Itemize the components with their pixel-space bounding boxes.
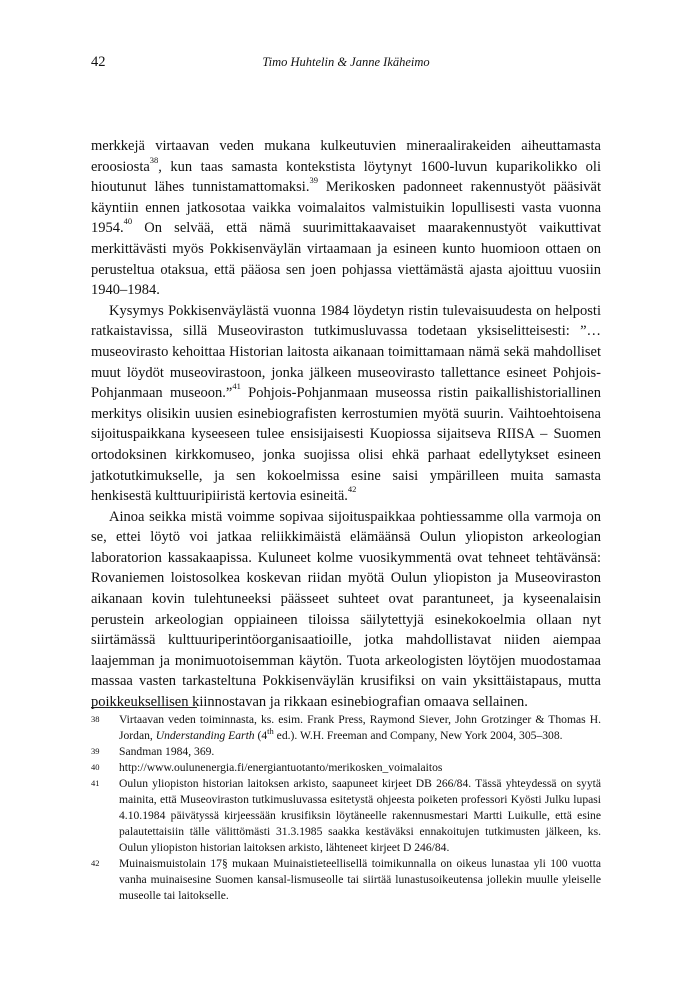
footnote-text — [119, 745, 214, 758]
footnote-ref: th — [267, 726, 274, 736]
text-run: Ainoa seikka mistä voimme sopivaa sijoituspaikkaa pohtiessamme olla varmoja on se, ettei löytö voi jatkaa reliikkimäistä elämäänsä Oulun yliopiston arkeologian laboratorion kassakaapissa. Kuluneet kolme vuosikymmentä ovat tehneet tehtävänsä: Rovaniemen loistosolkea koskevan riidan myötä Oulun yliopiston ja Museoviraston aikanaan kovin tulehtuneeksi päässeet suhteet ovat parantuneet, ja kyseenalaisin perustein arkeologian oppiaineen tiloissa säilytettyjä esinekokoelmia ollaan nyt siirtämässä kulttuuriperintöorganisaatioille, jotka mahdollistavat niiden aiempaa laajemman ja monimuotoisemman käytön. Tuota arkeologisten löytöjen muodostamaa massaa vasten tarkasteltuna Pokkisenväylän krusifiksi on vain yksittäistapaus, mutta poikkeuksellisen kiinnostavan ja rikkaan esinebiografian omaava sellainen. — [91, 508, 601, 711]
text-run: Muinaismuistolain 17§ mukaan Muinaistieteellisellä toimikunnalla on oikeus lunastaa yli 100 vuotta vanha muinaisesine Suomen kansal-lismuseolle tai siirtää lunastusoikeutensa jollekin muulle yleiselle museolle tai laitokselle. — [119, 857, 601, 902]
italic-title: Understanding Earth — [155, 729, 255, 742]
text-run: ed.). W.H. Freeman and Company, New York 2004, 305–308. — [273, 729, 563, 742]
page-header — [91, 54, 601, 74]
footnote-ref: 39 — [309, 175, 318, 186]
footnotes — [91, 712, 601, 904]
text-run: Pohjois-Pohjanmaan museossa ristin paikallishistoriallinen merkitys olisikin uusien esinebiografisten kerrostumien myötä suurin. Vaihtoehtoisena sijoituspaikkana kyseeseen tulee ensisijaisesti Kuopiossa sijaitseva RIISA – Suomen ortodoksinen kirkkomuseo, jonka suojissa olisi ehkä parhaat edellytykset esineen jatkotutkimukselle, ja sen kokoelmissa esine saisi ympärilleen muita samasta henkisestä kulttuuripiiristä kertovia esineitä. — [91, 385, 601, 505]
footnote — [91, 760, 601, 776]
footnote-separator — [91, 707, 197, 708]
text-run: Sandman 1984, 369. — [119, 745, 215, 758]
text-run: , kun taas samasta kontekstista löytynyt 1600-luvun kuparikolikko oli hioutunut lähes tunnistamattomaksi. — [91, 158, 601, 196]
footnote-text — [119, 777, 601, 854]
footnote-number: 41 — [91, 778, 100, 788]
page-number: 42 — [91, 54, 106, 70]
footnote — [91, 776, 601, 856]
footnote — [91, 744, 601, 760]
footnote-number: 42 — [91, 858, 100, 868]
text-run: On selvää, että nämä suurimittakaavaiset maarakennustyöt vaikuttivat merkittävästi myös Pokkisenväylän virtaamaan ja esineen kunto huomioon ottaen on perusteltua otaksua, että pääosa sen joen pohjassa viettämästä ajasta ajoittuu vuosiin 1940–1984. — [91, 220, 601, 299]
text-run: merkkejä virtaavan veden mukana kulkeutuvien mineraalirakeiden aiheuttamasta eroosiosta — [91, 138, 601, 175]
running-head: Timo Huhtelin & Janne Ikäheimo — [262, 55, 430, 69]
footnote-ref: 38 — [149, 154, 159, 165]
footnote-ref: 41 — [232, 381, 241, 392]
footnote — [91, 712, 601, 744]
text-run: Virtaavan veden toiminnasta, ks. esim. Frank Press, Raymond Siever, John Grotzinger & Thomas H. Jordan, — [119, 713, 601, 742]
footnote — [91, 856, 601, 904]
footnote-ref: 40 — [123, 216, 133, 227]
text-run: Merikosken padonneet rakennustyöt pääsivät käyntiin ennen jatkosotaa vaikka voimalaitos valmistuikin lopullisesti vasta vuonna 1954. — [91, 179, 601, 237]
footnote-ref: 42 — [347, 484, 357, 495]
footnote-number: 40 — [91, 762, 100, 772]
text-run: Oulun yliopiston historian laitoksen arkisto, saapuneet kirjeet DB 266/84. Tässä yhteydessä on syytä mainita, että Museoviraston tutkimusluvassa esitetystä ohjeesta poiketen professori Kyösti Julku lupasi 4.10.1984 päivätyssä kirjeessään krusifiksin löytäneelle rakennusmestari Martti Luikulle, että esine palautettaisiin tälle välittömästi 31.3.1985 saakka kestäväksi ennakoitujen tutkimusten jälkeen, ks. Oulun yliopiston historian laitoksen arkisto, lähteneet kirjeet D 246/84. — [119, 777, 601, 854]
footnote-number: 38 — [91, 714, 100, 724]
paragraph — [91, 136, 601, 301]
paragraph — [91, 301, 601, 507]
text-run: Kysymys Pokkisenväylästä vuonna 1984 löydetyn ristin tulevaisuudesta on helposti ratkaistavissa, sillä Museoviraston tutkimusluvassa todetaan yksiselitteisesti: ”…museovirasto kehoittaa Historian laitosta aikanaan toimittamaan nämä sekä mahdolliset muut löydöt museovirastoon, jonka jälkeen museovirasto tallettance esineet Pohjois-Pohjanmaan museoon.” — [91, 302, 601, 402]
footnote-text — [119, 761, 442, 774]
footnote-text — [119, 857, 601, 902]
body-text — [91, 136, 601, 713]
footnote-text — [119, 713, 601, 742]
text-run: http://www.oulunenergia.fi/energiantuotanto/merikosken_voimalaitos — [119, 761, 443, 774]
footnote-number: 39 — [91, 746, 100, 756]
text-run: (4 — [254, 729, 268, 742]
paragraph — [91, 507, 601, 713]
